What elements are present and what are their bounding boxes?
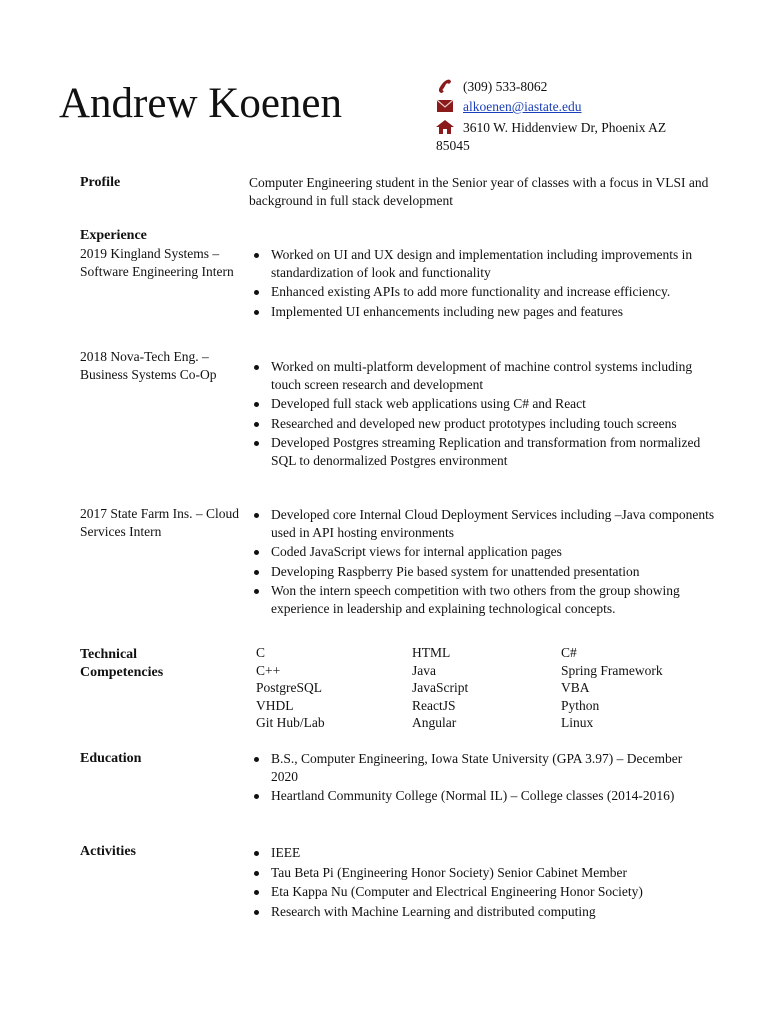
skill-item: C++ bbox=[256, 662, 281, 678]
list-item: Research with Machine Learning and distributed computing bbox=[249, 903, 709, 921]
skill-item: C# bbox=[561, 645, 577, 660]
list-item: Worked on UI and UX design and implementation including improvements in standardization of look and functionality bbox=[249, 246, 709, 281]
skill-item: VBA bbox=[561, 680, 590, 695]
envelope-icon bbox=[436, 99, 454, 113]
experience-heading: Experience bbox=[80, 228, 147, 243]
profile-text: Computer Engineering student in the Senior year of classes with a focus in VLSI and background in full stack development bbox=[249, 175, 709, 208]
skill-item: Python bbox=[561, 697, 600, 713]
phone-icon bbox=[436, 79, 454, 93]
job-role-3: 2017 State Farm Ins. – Cloud Services Intern bbox=[80, 506, 239, 539]
skill-item: Git Hub/Lab bbox=[256, 715, 325, 730]
list-item: Implemented UI enhancements including new pages and features bbox=[249, 303, 709, 321]
list-item: Eta Kappa Nu (Computer and Electrical Engineering Honor Society) bbox=[249, 883, 709, 901]
email-link[interactable]: alkoenen@iastate.edu bbox=[463, 99, 582, 114]
list-item: Researched and developed new product prototypes including touch screens bbox=[249, 415, 709, 433]
education-heading: Education bbox=[80, 751, 142, 766]
activities-bullets bbox=[249, 844, 709, 922]
list-item: Tau Beta Pi (Engineering Honor Society) Senior Cabinet Member bbox=[249, 864, 709, 882]
skill-item: C bbox=[256, 645, 266, 660]
skill-item: Spring Framework bbox=[561, 662, 663, 678]
list-item: Developed Postgres streaming Replication and transformation from normalized SQL to denormalized Postgres environment bbox=[249, 434, 709, 469]
skill-item: VHDL bbox=[256, 697, 294, 713]
address-line1: 3610 W. Hiddenview Dr, Phoenix AZ bbox=[463, 120, 667, 135]
job-role-2: 2018 Nova-Tech Eng. – Business Systems Co-Op bbox=[80, 349, 217, 382]
skill-item: ReactJS bbox=[412, 697, 456, 713]
list-item: Worked on multi-platform development of machine control systems including touch screen research and development bbox=[249, 358, 709, 393]
resume-name: Andrew Koenen bbox=[59, 80, 342, 127]
skills-column-3 bbox=[561, 644, 663, 732]
job-1-bullets bbox=[249, 246, 709, 322]
education-bullets bbox=[249, 750, 709, 807]
job-3-bullets bbox=[249, 506, 719, 619]
skills-column-2 bbox=[412, 644, 468, 732]
list-item: Won the intern speech competition with two others from the group showing experience in leadership and explaining technological concepts. bbox=[249, 582, 719, 617]
address-line2: 85045 bbox=[436, 138, 470, 153]
skill-item: Java bbox=[412, 662, 436, 678]
list-item: B.S., Computer Engineering, Iowa State University (GPA 3.97) – December 2020 bbox=[249, 750, 709, 785]
contact-email bbox=[436, 98, 582, 116]
skills-column-1 bbox=[256, 644, 325, 732]
contact-phone bbox=[436, 78, 547, 96]
skills-heading-line1: Technical bbox=[80, 647, 138, 662]
activities-heading: Activities bbox=[80, 844, 136, 859]
list-item: Developed full stack web applications using C# and React bbox=[249, 395, 709, 413]
contact-address bbox=[436, 119, 666, 137]
job-role-1: 2019 Kingland Systems – Software Engineering Intern bbox=[80, 246, 234, 279]
skill-item: Angular bbox=[412, 715, 457, 730]
list-item: Heartland Community College (Normal IL) – College classes (2014-2016) bbox=[249, 787, 709, 805]
skill-item: PostgreSQL bbox=[256, 680, 323, 695]
home-icon bbox=[436, 120, 454, 134]
list-item: IEEE bbox=[249, 844, 709, 862]
profile-heading: Profile bbox=[80, 175, 121, 190]
job-2-bullets bbox=[249, 358, 709, 471]
phone-text: (309) 533-8062 bbox=[463, 79, 548, 94]
skill-item: HTML bbox=[412, 645, 451, 660]
list-item: Developing Raspberry Pie based system for unattended presentation bbox=[249, 563, 719, 581]
skills-heading-line2: Competencies bbox=[80, 665, 164, 680]
list-item: Coded JavaScript views for internal application pages bbox=[249, 543, 719, 561]
list-item: Developed core Internal Cloud Deployment Services including –Java components used in API hosting environments bbox=[249, 506, 719, 541]
skill-item: Linux bbox=[561, 715, 594, 730]
skill-item: JavaScript bbox=[412, 680, 469, 695]
list-item: Enhanced existing APIs to add more functionality and increase efficiency. bbox=[249, 283, 709, 301]
